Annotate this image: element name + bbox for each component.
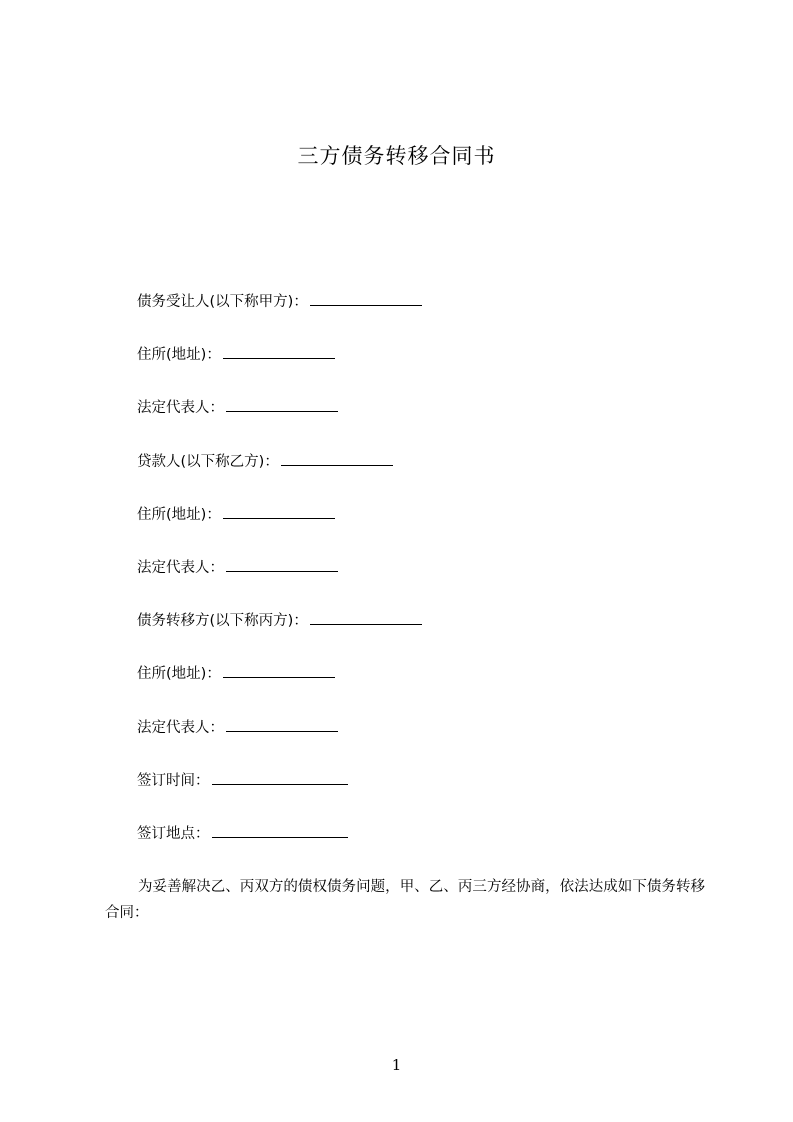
intro-paragraph: 为妥善解决乙、丙双方的债权债务问题，甲、乙、丙三方经协商，依法达成如下债务转移合同： — [105, 879, 705, 921]
fill-in-blank — [226, 553, 338, 572]
field-label: 债务转移方(以下称丙方)： — [137, 613, 308, 630]
party-info-fields — [137, 287, 697, 872]
fill-in-blank — [212, 819, 348, 838]
field-representative-party-b — [137, 553, 697, 606]
field-address-party-b — [137, 500, 697, 553]
field-label: 债务受让人(以下称甲方)： — [137, 294, 308, 310]
fill-in-blank — [281, 447, 393, 466]
field-signing-time — [137, 766, 697, 819]
field-lender-party-b — [137, 447, 697, 500]
field-representative-party-a — [137, 393, 697, 446]
field-label: 签订地点： — [137, 825, 210, 842]
field-label: 法定代表人： — [137, 400, 224, 417]
field-address-party-c — [137, 659, 697, 712]
field-label: 签订时间： — [137, 772, 210, 789]
field-address-party-a — [137, 340, 697, 393]
field-label: 贷款人(以下称乙方)： — [137, 453, 279, 470]
field-label: 住所(地址)： — [137, 666, 221, 683]
fill-in-blank — [223, 659, 335, 678]
fill-in-blank — [212, 766, 348, 785]
field-label: 住所(地址)： — [137, 506, 221, 523]
document-title: 三方债务转移合同书 — [297, 144, 496, 168]
field-label: 法定代表人： — [137, 719, 224, 736]
fill-in-blank — [226, 713, 338, 732]
fill-in-blank — [223, 500, 335, 519]
fill-in-blank — [226, 393, 338, 412]
page-number: 1 — [391, 1056, 402, 1074]
field-signing-place — [137, 819, 697, 872]
fill-in-blank — [310, 287, 422, 306]
field-representative-party-c — [137, 713, 697, 766]
field-creditee-party-a — [137, 287, 697, 340]
fill-in-blank — [310, 606, 422, 625]
field-label: 法定代表人： — [137, 559, 224, 576]
field-label: 住所(地址)： — [137, 347, 221, 364]
fill-in-blank — [223, 340, 335, 359]
field-transferor-party-c — [137, 606, 697, 659]
